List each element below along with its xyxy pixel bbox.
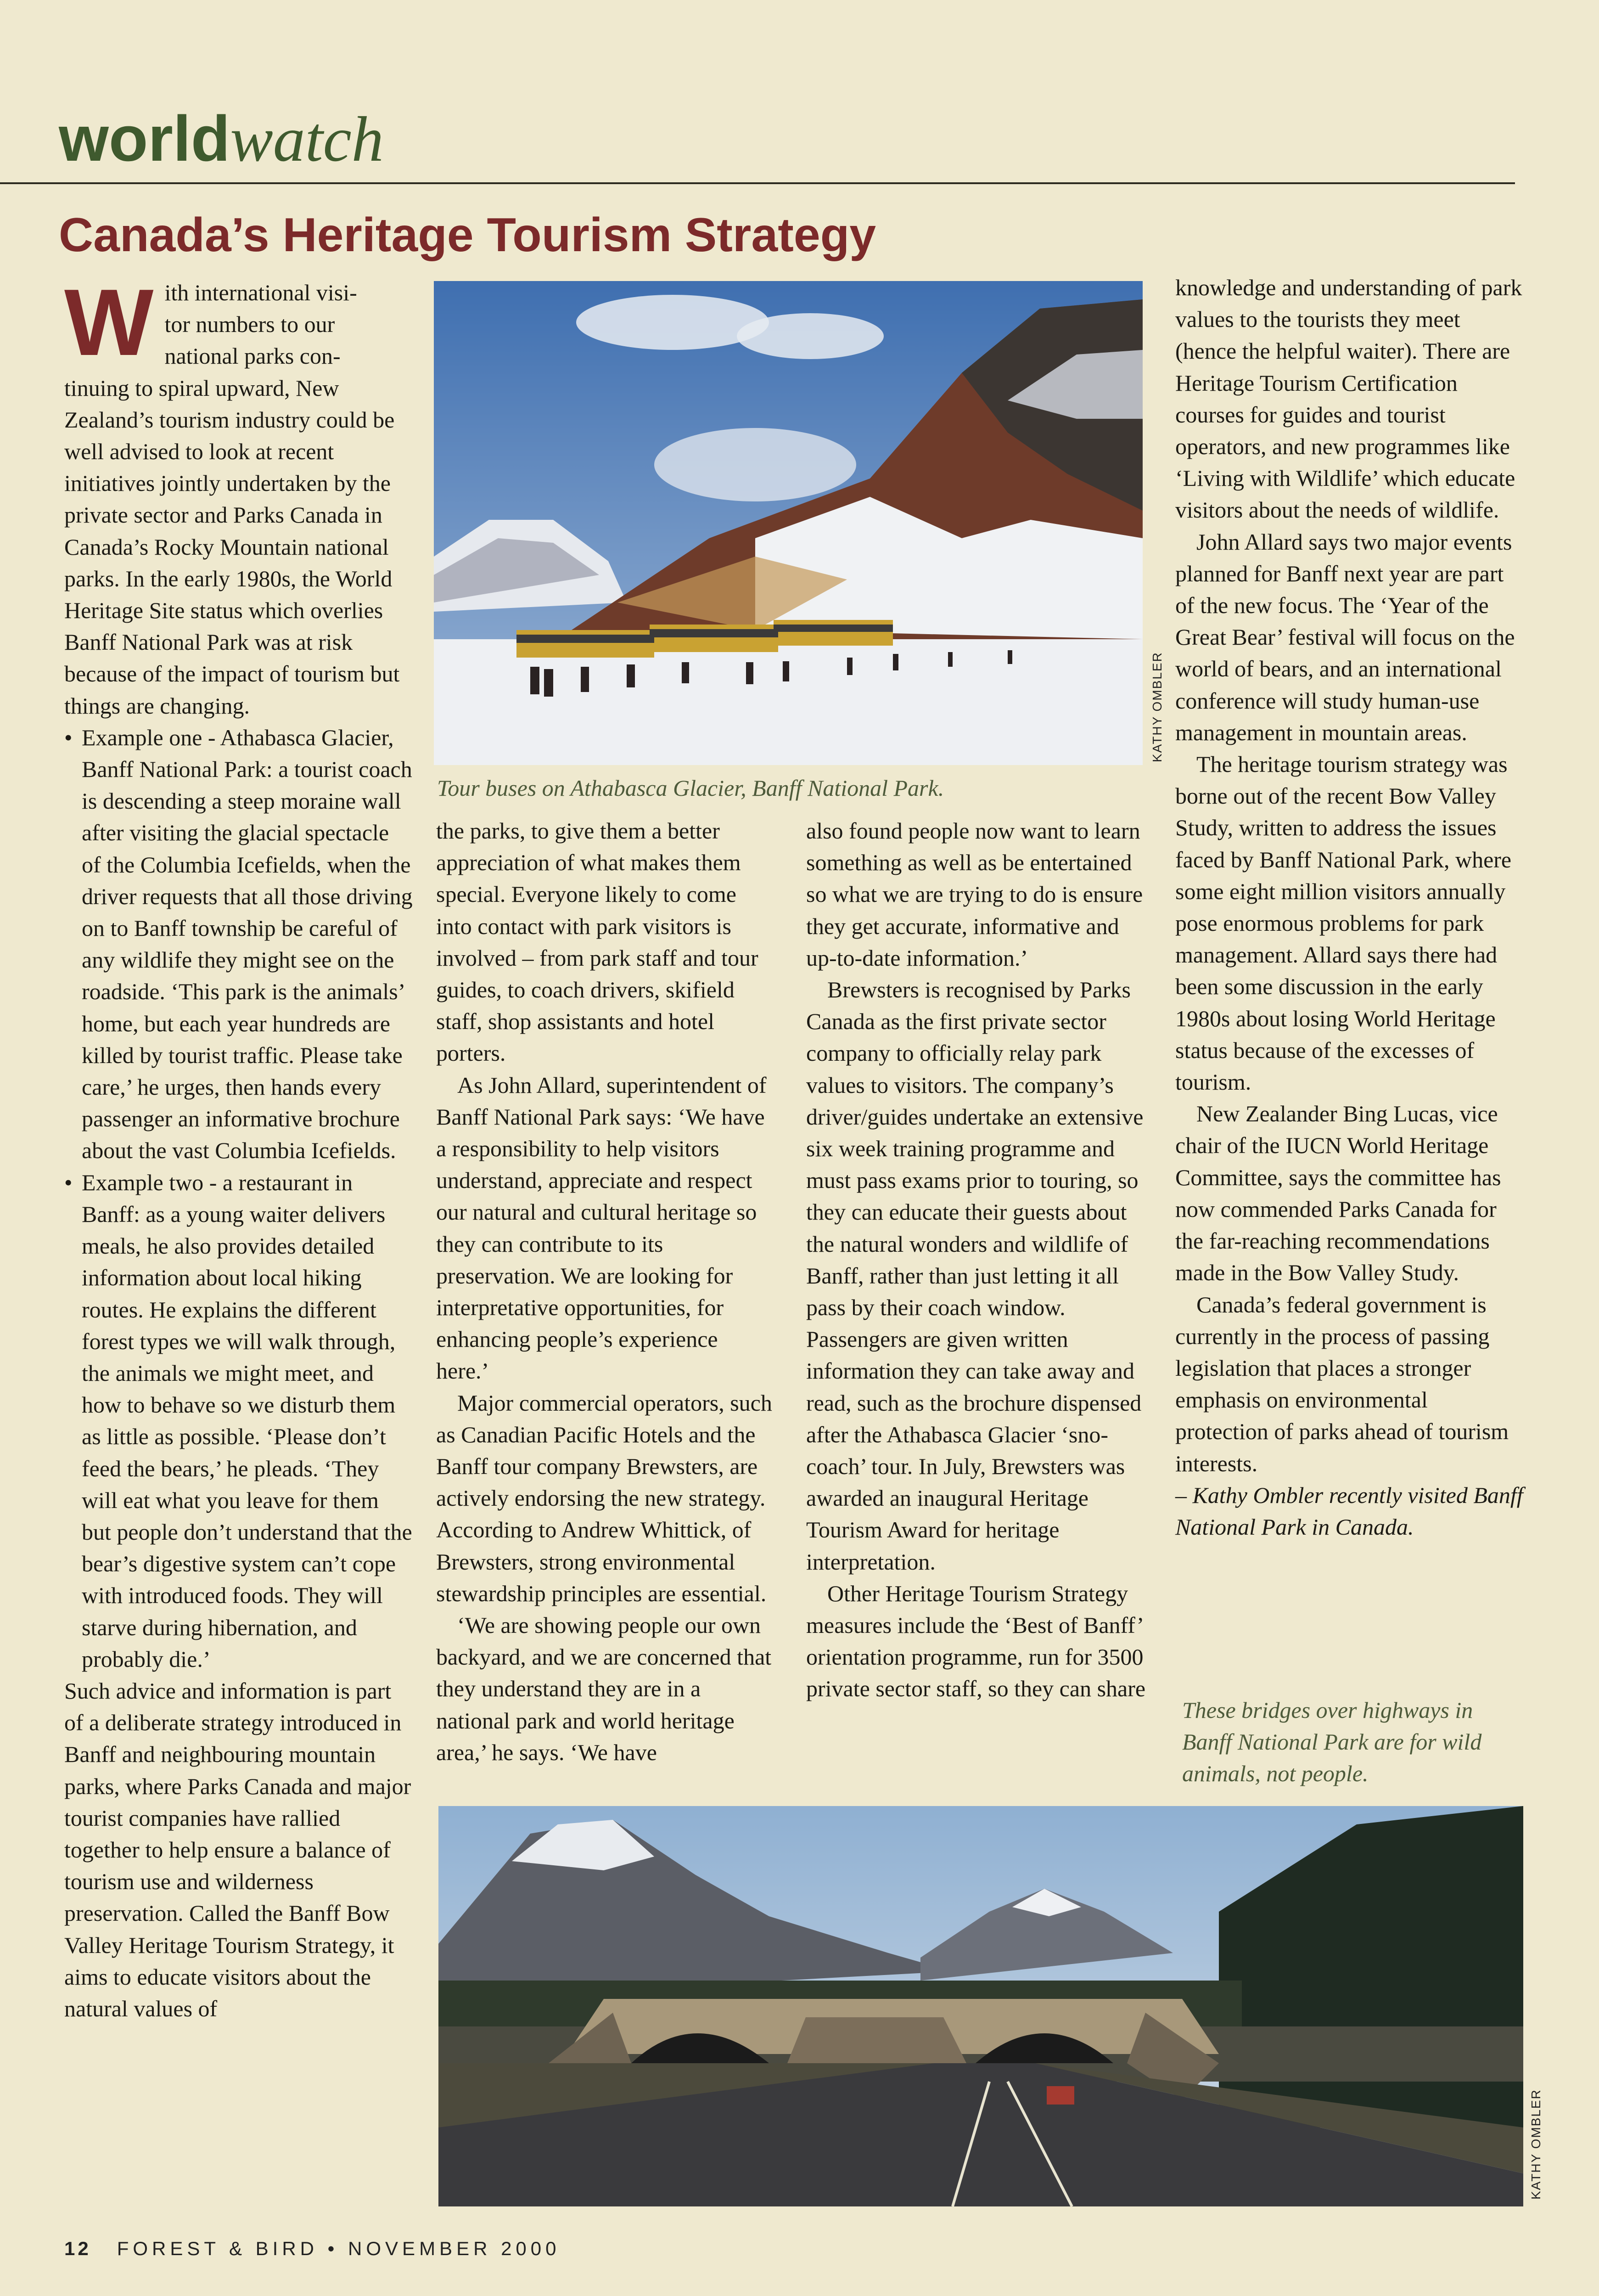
bullet-example-one-text: Example one - Athabasca Glacier, Banff National Park: a tourist coach is descending a steep moraine wall after visiting the glacial spectacle of the Columbia Icefields, when the driver requests that all those driving on to Banff township be careful of any wildlife they might see on the roadside. ‘This park is the animals’ home, but each year hundreds are killed by tourist traffic. Please take care,’ he urges, then hands every passenger an informative brochure about the vast Columbia Icefields. <box>82 724 413 1164</box>
glacier-photo-image <box>434 281 1143 765</box>
column-1 <box>64 270 413 2025</box>
bullet-example-one <box>64 722 413 1167</box>
col3-paragraph-1: also found people now want to learn something as well as be entertained so what we are trying to do is ensure they get accurate, informative and up-to-date information.’ <box>806 818 1143 971</box>
col3-paragraph-3: Other Heritage Tourism Strategy measures include the ‘Best of Banff’ orientation programme, run for 3500 private sector staff, so they can share <box>806 1580 1146 1702</box>
col4-paragraph-4: New Zealander Bing Lucas, vice chair of the IUCN World Heritage Committee, says the committee has now commended Parks Canada for the far-reaching recommendations made in the Bow Valley Study. <box>1175 1101 1501 1286</box>
author-signature: – Kathy Ombler recently visited Banff National Park in Canada. <box>1175 1482 1523 1540</box>
bullet-example-two-text: Example two - a restaurant in Banff: as a young waiter delivers meals, he also provides detailed information about local hiking routes. He explains the different forest types we will walk through, the animals we might meet, and how to behave so we disturb them as little as possible. ‘Please don’t feed the bears,’ he pleads. ‘They will eat what you leave for them but people don’t understand that the bear’s digestive system can’t cope with introduced foods. They will starve during hibernation, and probably die.’ <box>82 1169 412 1672</box>
col4-paragraph-1: knowledge and understanding of park values to the tourists they meet (hence the helpful waiter). There are Heritage Tourism Certification courses for guides and tourist operators, and new programmes like ‘Living with Wildlife’ which educate visitors about the needs of wildlife. <box>1175 275 1522 523</box>
bullet-dot-icon: • <box>64 724 73 750</box>
section-heading-bold: world <box>59 102 230 174</box>
intro-line-1: ith international visi- <box>164 280 357 305</box>
intro-line-2: tor numbers to our <box>164 311 335 338</box>
section-heading-italic: watch <box>230 104 384 175</box>
bullet-example-two <box>64 1167 413 1675</box>
page-number: 12 <box>64 2238 91 2259</box>
publication-line: FOREST & BIRD • NOVEMBER 2000 <box>117 2238 561 2259</box>
bullet-dot-icon: • <box>64 1169 73 1195</box>
bridge-photo <box>438 1806 1523 2206</box>
intro-line-3: national parks con- <box>164 343 341 369</box>
intro-paragraph: tinuing to spiral upward, New Zealand’s tourism industry could be well advised to look at recent initiatives jointly undertaken by the private sector and Parks Canada in Canada’s Rocky Mountain national parks. In the early 1980s, the World Heritage Site status which overlies Banff National Park was at risk because of the impact of tourism but things are changing. <box>64 375 400 719</box>
drop-cap: W <box>64 270 154 375</box>
column-4 <box>1175 272 1524 1543</box>
col2-paragraph-4: ‘We are showing people our own backyard, and we are concerned that they understand they are in a national park and world heritage area,’ he says. ‘We have <box>436 1612 772 1765</box>
col4-paragraph-3: The heritage tourism strategy was borne out of the recent Bow Valley Study, written to address the issues faced by Banff National Park, where some eight million visitors annually pose enormous problems for park management. Allard says there had been some discussion in the early 1980s about losing World Heritage status because of the excesses of tourism. <box>1175 751 1512 1095</box>
bridge-photo-credit: KATHY OMBLER <box>1529 2089 1543 2200</box>
glacier-photo-credit: KATHY OMBLER <box>1150 652 1164 762</box>
article-title: Canada’s Heritage Tourism Strategy <box>59 208 876 262</box>
glacier-photo <box>434 281 1143 765</box>
col2-paragraph-1: the parks, to give them a better appreciation of what makes them special. Everyone likely to come into contact with park visitors is involved – from park staff and tour guides, to coach drivers, skifield staff, shop assistants and hotel porters. <box>436 818 758 1066</box>
bridge-photo-image <box>438 1806 1523 2206</box>
section-heading <box>59 102 384 175</box>
column-2 <box>436 815 774 1768</box>
column-3 <box>806 815 1150 1705</box>
glacier-photo-caption: Tour buses on Athabasca Glacier, Banff National Park. <box>437 775 944 801</box>
page-footer <box>64 2238 561 2260</box>
strategy-paragraph: Such advice and information is part of a deliberate strategy introduced in Banff and neighbouring mountain parks, where Parks Canada and major tourist companies have rallied together to help ensure a balance of tourism use and wilderness preservation. Called the Banff Bow Valley Heritage Tourism Strategy, it aims to educate visitors about the natural values of <box>64 1677 411 2021</box>
header-rule <box>0 182 1515 184</box>
col4-paragraph-2: John Allard says two major events planned for Banff next year are part of the new focus. The ‘Year of the Great Bear’ festival will focus on the world of bears, and an international conference will study human-use management in mountain areas. <box>1175 529 1515 745</box>
col3-paragraph-2: Brewsters is recognised by Parks Canada as the first private sector company to officially relay park values to visitors. The company’s driver/guides undertake an extensive six week training programme and must pass exams prior to touring, so they can educate their guests about the natural wonders and wildlife of Banff, rather than just letting it all pass by their coach window. Passengers are given written information they can take away and read, such as the brochure dispensed after the Athabasca Glacier ‘sno-coach’ tour. In July, Brewsters was awarded an inaugural Heritage Tourism Award for heritage interpretation. <box>806 977 1144 1575</box>
bridge-photo-caption: These bridges over highways in Banff National Park are for wild animals, not people. <box>1182 1697 1482 1787</box>
col4-paragraph-5: Canada’s federal government is currently in the process of passing legislation that places a stronger emphasis on environmental protection of parks ahead of tourism interests. <box>1175 1291 1509 1476</box>
col2-paragraph-2: As John Allard, superintendent of Banff National Park says: ‘We have a responsibility to help visitors understand, appreciate and respect our natural and cultural heritage so they can contribute to its preservation. We are looking for interpretative opportunities, for enhancing people’s experience here.’ <box>436 1072 767 1384</box>
col2-paragraph-3: Major commercial operators, such as Canadian Pacific Hotels and the Banff tour company Brewsters, are actively endorsing the new strategy. According to Andrew Whittick, of Brewsters, strong environmental stewardship principles are essential. <box>436 1390 772 1606</box>
